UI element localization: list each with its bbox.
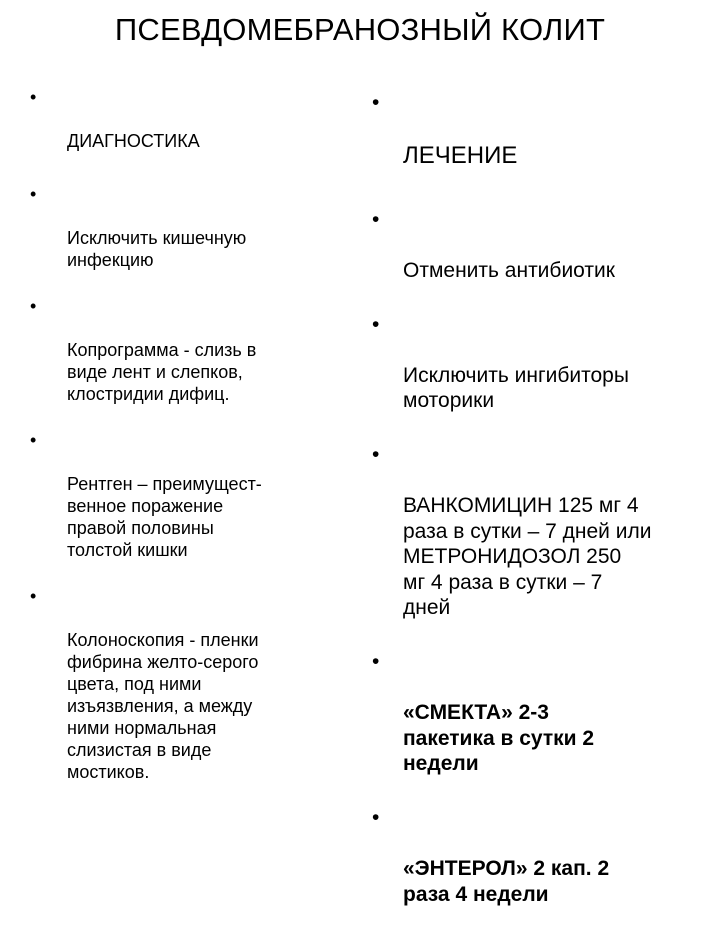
- list-item: [372, 90, 712, 197]
- list-item: [30, 295, 330, 427]
- bullet-icon: •: [372, 91, 380, 114]
- bullet-icon: •: [30, 184, 37, 204]
- bullet-icon: •: [30, 87, 37, 107]
- bullet-icon: •: [30, 430, 37, 450]
- slide-title: ПСЕВДОМЕБРАНОЗНЫЙ КОЛИТ: [114, 12, 606, 47]
- treatment-list: [372, 90, 712, 936]
- bullet-icon: •: [372, 312, 380, 336]
- list-item: [30, 429, 330, 583]
- list-item-text: «ЭНТЕРОЛ» 2 кап. 2 раза 4 недели: [403, 857, 610, 906]
- list-item: [30, 183, 330, 293]
- bullet-icon: •: [372, 806, 380, 829]
- treatment-heading: ЛЕЧЕНИЕ: [403, 142, 518, 169]
- bullet-icon: •: [372, 443, 380, 466]
- list-item: [372, 805, 712, 933]
- list-item-text: Исключить ингибиторы моторики: [403, 363, 629, 412]
- list-item: [372, 207, 712, 309]
- list-item-text: Отменить антибиотик: [403, 258, 615, 282]
- list-item: [30, 585, 330, 805]
- list-item: [372, 649, 712, 802]
- list-item-text: Исключить кишечную инфекцию: [67, 228, 247, 270]
- list-item-text: «СМЕКТА» 2-3 пакетика в сутки 2 недели: [403, 701, 595, 775]
- diagnostics-heading: ДИАГНОСТИКА: [67, 131, 200, 151]
- list-item: [372, 312, 712, 440]
- list-item-text: Копрограмма - слизь в виде лент и слепков, клостридии дифиц.: [67, 340, 257, 404]
- bullet-icon: •: [372, 650, 380, 673]
- bullet-icon: •: [372, 207, 380, 231]
- list-item-text: ВАНКОМИЦИН 125 мг 4 раза в сутки – 7 дней или МЕТРОНИДОЗОЛ 250 мг 4 раза в сутки – 7 дней: [403, 494, 652, 619]
- list-item-text: Колоноскопия - пленки фибрина желто-серого цвета, под ними изъязвления, а между ними нормальная слизистая в виде мостиков.: [67, 630, 259, 782]
- bullet-icon: •: [30, 296, 37, 316]
- list-item: [30, 86, 330, 174]
- list-item: [372, 442, 712, 646]
- diagnostics-list: [30, 86, 330, 805]
- list-item-text: Рентген – преимущест- венное поражение правой половины толстой кишки: [67, 474, 262, 560]
- bullet-icon: •: [30, 586, 37, 606]
